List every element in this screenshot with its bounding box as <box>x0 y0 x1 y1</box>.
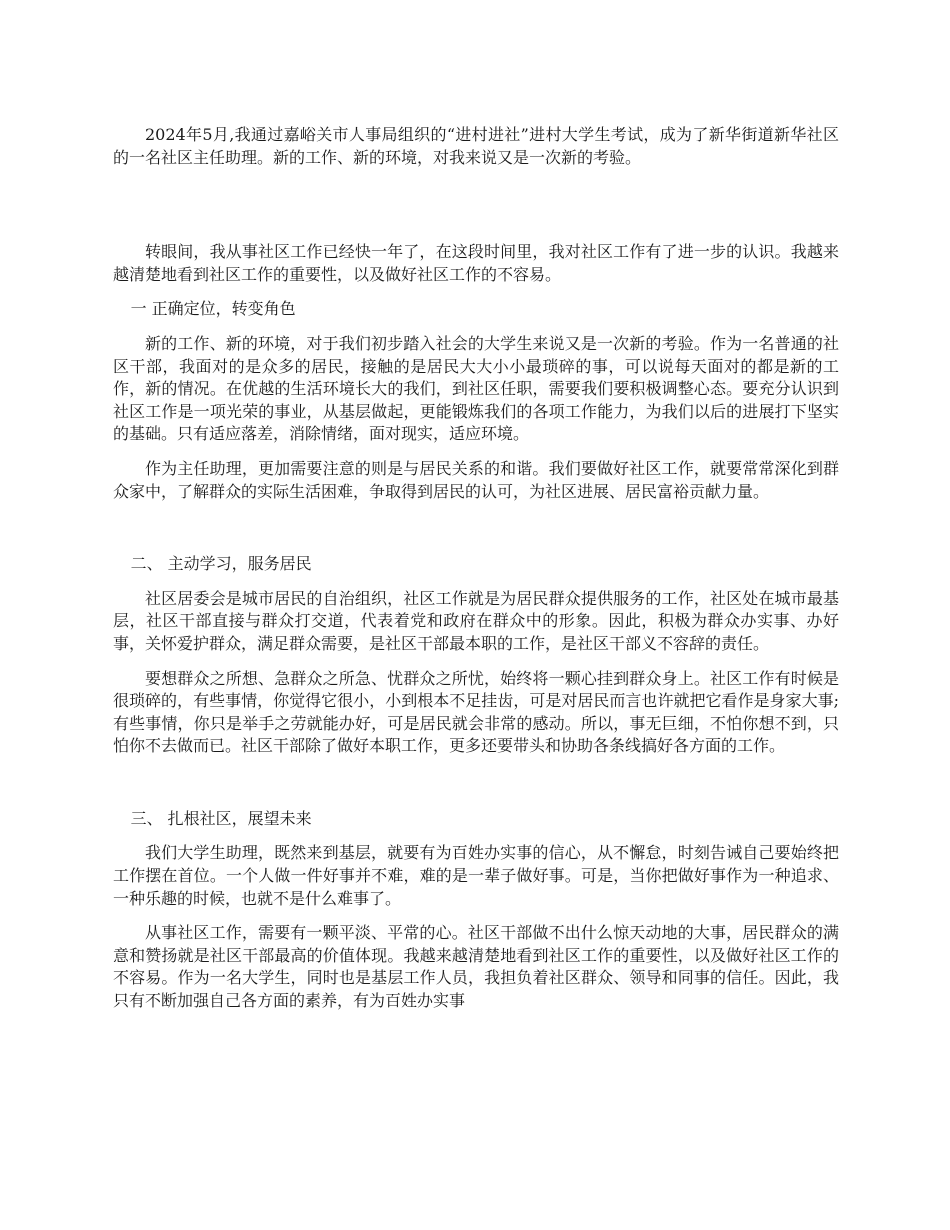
intro-paragraph: 2024年5月,我通过嘉峪关市人事局组织的“进村进社”进村大学生考试，成为了新华街道新华社区的一名社区主任助理。新的工作、新的环境，对我来说又是一次新的考验。 <box>113 125 839 167</box>
paragraph: 从事社区工作，需要有一颗平淡、平常的心。社区干部做不出什么惊天动地的大事，居民群众的满意和赞扬就是社区干部最高的价值体现。我越来越清楚地看到社区工作的重要性，以及做好社区工作的不容易。作为一名大学生，同时也是基层工作人员，我担负着社区群众、领导和同事的信任。因此，我只有不断加强自己各方面的素养，有为百姓办实事 <box>113 923 839 1011</box>
paragraph: 我们大学生助理，既然来到基层，就要有为百姓办实事的信心，从不懈怠，时刻告诫自己要始终把工作摆在首位。一个人做一件好事并不难，难的是一辈子做好事。可是，当你把做好事作为一种追求、一种乐趣的时候，也就不是什么难事了。 <box>113 843 839 908</box>
blank-space <box>113 181 839 241</box>
paragraph: 社区居委会是城市居民的自治组织，社区工作就是为居民群众提供服务的工作，社区处在城市最基层，社区干部直接与群众打交道，代表着党和政府在群众中的形象。因此，积极为群众办实事、办好事，关怀爱护群众，满足群众需要，是社区干部最本职的工作，是社区干部义不容辞的责任。 <box>113 588 839 653</box>
document-body <box>113 124 839 1025</box>
section-heading-3: 三、 扎根社区，展望未来 <box>130 808 312 828</box>
paragraph: 作为主任助理，更加需要注意的则是与居民关系的和谐。我们要做好社区工作，就要常常深化到群众家中，了解群众的实际生活困难，争取得到居民的认可，为社区进展、居民富裕贡献力量。 <box>113 458 839 501</box>
blank-space <box>113 515 839 553</box>
paragraph: 转眼间，我从事社区工作已经快一年了，在这段时间里，我对社区工作有了进一步的认识。我越来越清楚地看到社区工作的重要性，以及做好社区工作的不容易。 <box>113 242 839 284</box>
section-heading-2: 二、 主动学习，服务居民 <box>130 554 312 574</box>
blank-space <box>113 770 839 808</box>
paragraph: 新的工作、新的环境，对于我们初步踏入社会的大学生来说又是一次新的考验。作为一名普通的社区干部，我面对的是众多的居民，接触的是居民大大小小最琐碎的事，可以说每天面对的都是新的工作，新的情况。在优越的生活环境长大的我们，到社区任职，需要我们要积极调整心态。要充分认识到社区工作是一项光荣的事业，从基层做起，更能锻炼我们的各项工作能力，为我们以后的进展打下坚实的基础。只有适应落差，消除情绪，面对现实，适应环境。 <box>113 333 839 444</box>
section-heading-1: 一 正确定位，转变角色 <box>130 299 296 319</box>
paragraph: 要想群众之所想、急群众之所急、忧群众之所忧，始终将一颗心挂到群众身上。社区工作有时候是很琐碎的，有些事情，你觉得它很小，小到根本不足挂齿，可是对居民而言也许就把它看作是身家大事;有些事情，你只是举手之劳就能办好，可是居民就会非常的感动。所以，事无巨细，不怕你想不到，只怕你不去做而已。社区干部除了做好本职工作，更多还要带头和协助各条线搞好各方面的工作。 <box>113 668 839 756</box>
